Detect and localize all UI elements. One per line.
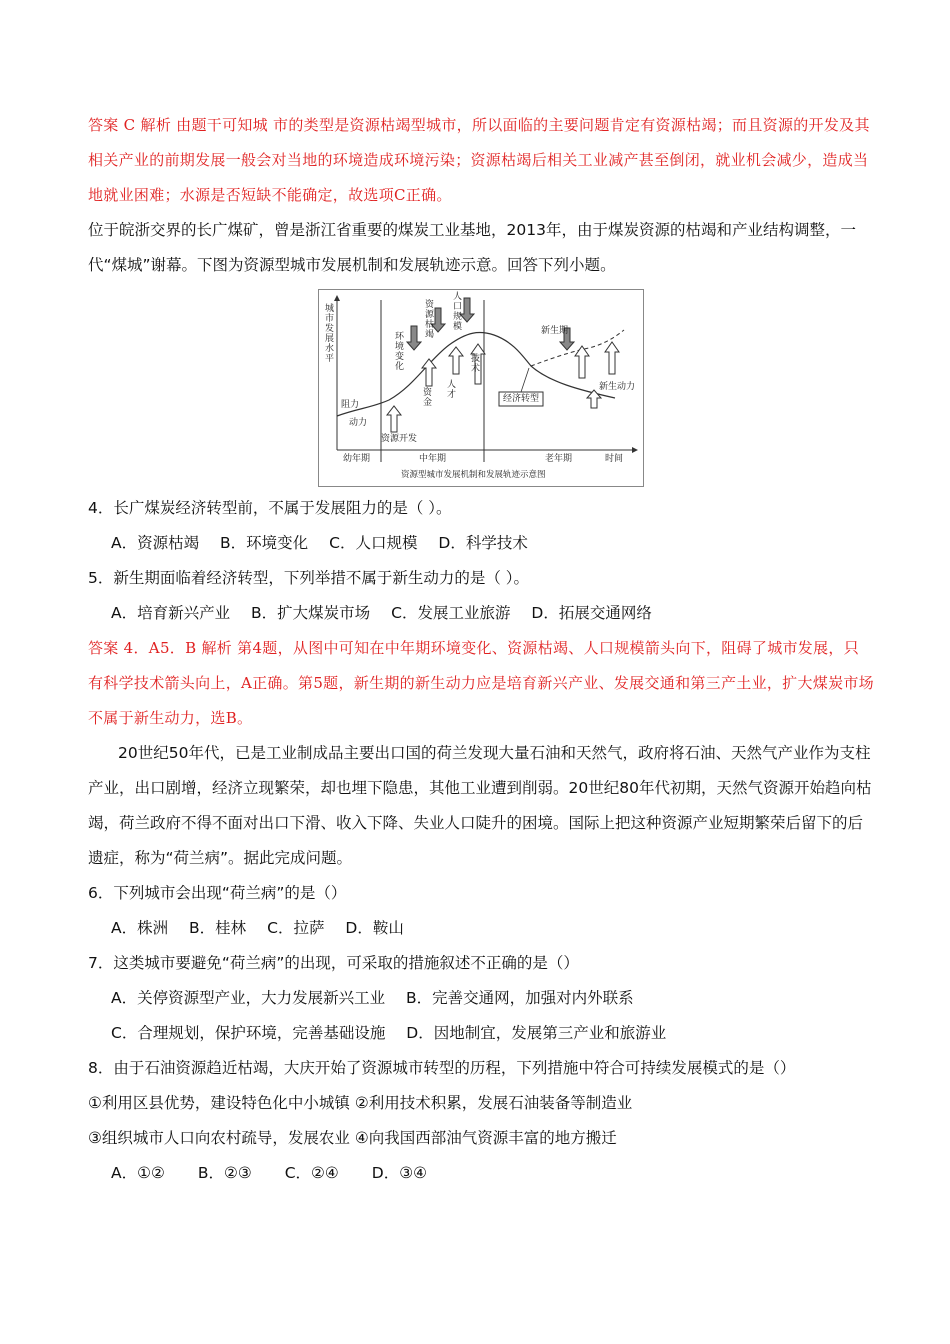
label-resistance: 阻力 bbox=[341, 400, 360, 410]
question-6-options bbox=[88, 911, 874, 946]
label-tech: 技术 bbox=[471, 354, 481, 374]
document-page bbox=[88, 108, 874, 1191]
q4-option-c[interactable]: C．人口规模 bbox=[329, 534, 418, 552]
label-power: 动力 bbox=[349, 418, 368, 428]
q8-option-c[interactable]: C．②④ bbox=[284, 1164, 339, 1182]
answer-block-1: 答案 C 解析 由题干可知城 市的类型是资源枯竭型城市，所以面临的主要问题肯定有资源枯竭；而且资源的开发及其相关产业的前期发展一般会对当地的环境造成环境污染；资源枯竭后相关工业减产甚至倒闭，就业机会减少，造成当地就业困难；水源是否短缺不能确定，故选项C正确。 bbox=[88, 116, 870, 204]
label-resource-dev: 资源开发 bbox=[381, 434, 418, 444]
q8-option-a[interactable]: A．①② bbox=[111, 1164, 165, 1182]
arrow-up-new-power-2 bbox=[605, 342, 619, 374]
arrow-up-talent bbox=[449, 347, 463, 374]
q4-option-d[interactable]: D．科学技术 bbox=[438, 534, 528, 552]
question-8-stem: 8．由于石油资源趋近枯竭，大庆开始了资源城市转型的历程，下列措施中符合可持续发展模式的是（） bbox=[88, 1059, 796, 1077]
figure-caption: 资源型城市发展机制和发展轨迹示意图 bbox=[401, 470, 546, 480]
label-econ-transform: 经济转型 bbox=[503, 394, 540, 404]
label-new-period: 新生期 bbox=[541, 326, 569, 336]
q7-option-c[interactable]: C．合理规划，保护环境，完善基础设施 bbox=[111, 1024, 386, 1042]
question-5-stem: 5．新生期面临着经济转型，下列举措不属于新生动力的是（ ）。 bbox=[88, 569, 530, 587]
label-capital: 资金 bbox=[423, 388, 433, 408]
q4-option-b[interactable]: B．环境变化 bbox=[220, 534, 309, 552]
arrow-up-new-power-3 bbox=[587, 390, 601, 408]
question-8-items-2: ③组织城市人口向农村疏导，发展农业 ④向我国西部油气资源丰富的地方搬迁 bbox=[88, 1129, 617, 1147]
arrow-up-new-power-1 bbox=[575, 346, 589, 378]
q6-option-c[interactable]: C．拉萨 bbox=[267, 919, 325, 937]
question-7-options-row2 bbox=[88, 1016, 874, 1051]
label-middle: 中年期 bbox=[419, 454, 447, 464]
answer-block-2: 答案 4．A5．B 解析 第4题，从图中可知在中年期环境变化、资源枯竭、人口规模箭头向下，阻碍了城市发展，只有科学技术箭头向上，A正确。第5题，新生期的新生动力应是培育新兴产业、发展交通和第三产土业，扩大煤炭市场不属于新生动力，选B。 bbox=[88, 639, 874, 727]
q5-option-d[interactable]: D．拓展交通网络 bbox=[531, 604, 652, 622]
label-env-change: 环境变化 bbox=[395, 332, 405, 372]
q6-option-b[interactable]: B．桂林 bbox=[189, 919, 247, 937]
label-time: 时间 bbox=[605, 454, 624, 464]
q7-option-a[interactable]: A．关停资源型产业，大力发展新兴工业 bbox=[111, 989, 386, 1007]
question-7-stem: 7．这类城市要避免“荷兰病”的出现，可采取的措施叙述不正确的是（） bbox=[88, 954, 579, 972]
passage-dutch-disease: 20世纪50年代，已是工业制成品主要出口国的荷兰发现大量石油和天然气，政府将石油、天然气产业作为支柱产业，出口剧增，经济立现繁荣，却也埋下隐患，其他工业遭到削弱。20世纪80年代初期，天然气资源开始趋向枯竭，荷兰政府不得不面对出口下滑、收入下降、失业人口陡升的困境。国际上把这种资源产业短期繁荣后留下的后遗症，称为“荷兰病”。据此完成问题。 bbox=[88, 744, 872, 867]
q6-option-a[interactable]: A．株洲 bbox=[111, 919, 169, 937]
q5-option-b[interactable]: B．扩大煤炭市场 bbox=[251, 604, 371, 622]
q8-option-d[interactable]: D．③④ bbox=[371, 1164, 428, 1182]
arrow-up-capital bbox=[422, 359, 436, 386]
question-8-options bbox=[88, 1156, 874, 1191]
label-resource-depletion: 资源枯竭 bbox=[425, 300, 435, 340]
q4-option-a[interactable]: A．资源枯竭 bbox=[111, 534, 200, 552]
q5-option-c[interactable]: C．发展工业旅游 bbox=[391, 604, 511, 622]
question-7-options-row1 bbox=[88, 981, 874, 1016]
label-talent: 人才 bbox=[447, 380, 457, 400]
label-young: 幼年期 bbox=[343, 454, 371, 464]
passage-changguang: 位于皖浙交界的长广煤矿，曾是浙江省重要的煤炭工业基地，2013年，由于煤炭资源的枯竭和产业结构调整，一代“煤城”谢幕。下图为资源型城市发展机制和发展轨迹示意。回答下列小题。 bbox=[88, 221, 856, 274]
label-pop-scale: 人口规模 bbox=[453, 292, 463, 332]
resource-city-diagram bbox=[318, 289, 644, 487]
econ-transform-pointer bbox=[521, 368, 529, 392]
arrow-down-env-change bbox=[407, 326, 421, 350]
arrow-up-resource-dev bbox=[387, 406, 401, 432]
question-5-options bbox=[88, 596, 874, 631]
y-axis-label: 城市发展水平 bbox=[325, 304, 335, 364]
question-8-items-1: ①利用区县优势，建设特色化中小城镇 ②利用技术积累，发展石油装备等制造业 bbox=[88, 1094, 633, 1112]
question-4-stem: 4．长广煤炭经济转型前，不属于发展阻力的是（ ）。 bbox=[88, 499, 452, 517]
q7-option-d[interactable]: D．因地制宜，发展第三产业和旅游业 bbox=[406, 1024, 667, 1042]
label-old: 老年期 bbox=[545, 454, 573, 464]
label-new-power: 新生动力 bbox=[599, 382, 636, 392]
question-4-options bbox=[88, 526, 874, 561]
q8-option-b[interactable]: B．②③ bbox=[197, 1164, 252, 1182]
q6-option-d[interactable]: D．鞍山 bbox=[345, 919, 404, 937]
q5-option-a[interactable]: A．培育新兴产业 bbox=[111, 604, 231, 622]
question-6-stem: 6．下列城市会出现“荷兰病”的是（） bbox=[88, 884, 347, 902]
q7-option-b[interactable]: B．完善交通网，加强对内外联系 bbox=[406, 989, 634, 1007]
